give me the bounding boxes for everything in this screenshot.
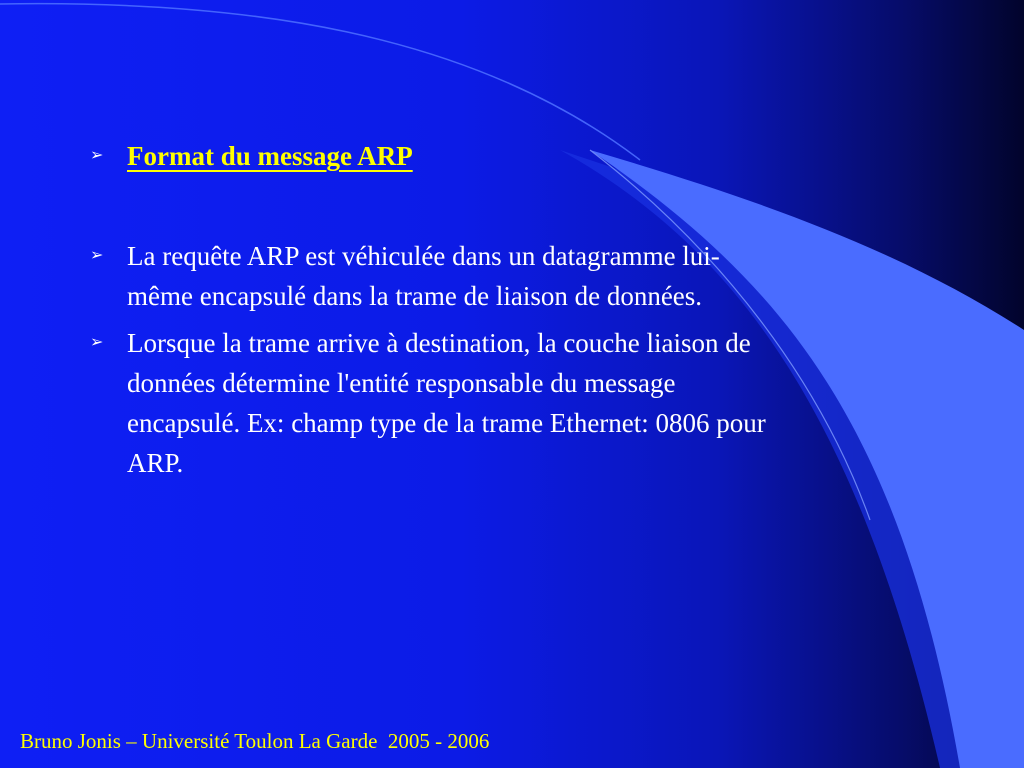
- bullet-text: [127, 236, 720, 316]
- bullet-arrow-icon: ➢: [90, 334, 104, 351]
- slide-footer: Bruno Jonis – Université Toulon La Garde 2005 - 2006: [20, 729, 490, 753]
- bullet-line: encapsulé. Ex: champ type de la trame Ethernet: 0806 pour: [127, 408, 766, 438]
- bullet-arrow-icon: ➢: [90, 247, 104, 264]
- bullet-line: La requête ARP est véhiculée dans un datagramme lui-: [127, 241, 720, 271]
- bullet-line: Lorsque la trame arrive à destination, la couche liaison de: [127, 328, 751, 358]
- slide-heading: Format du message ARP: [127, 141, 413, 171]
- bullet-line: ARP.: [127, 448, 184, 478]
- bullet-text: [127, 323, 766, 483]
- bullet-arrow-icon: ➢: [90, 147, 104, 164]
- bullet-line: données détermine l'entité responsable du message: [127, 368, 676, 398]
- bullet-line: même encapsulé dans la trame de liaison de données.: [127, 281, 703, 311]
